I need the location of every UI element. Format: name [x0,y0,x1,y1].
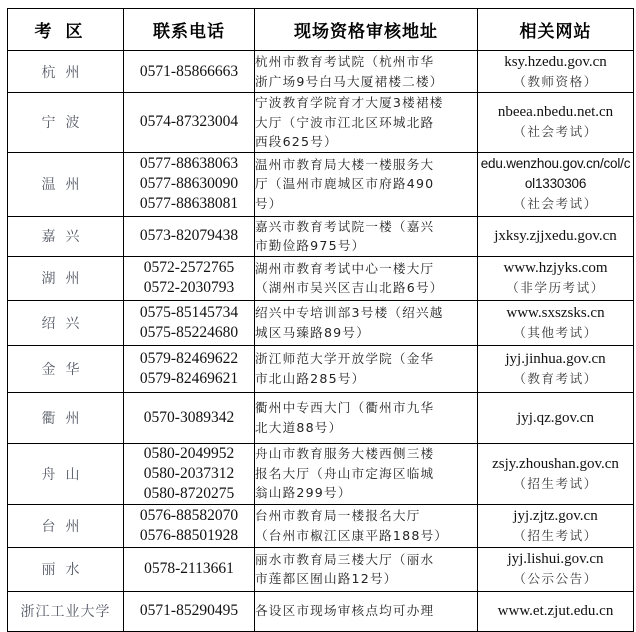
address-line: 城区马臻路89号） [255,324,370,340]
address-line: 市莲都区囿山路12号） [255,571,398,586]
address-cell [255,256,478,300]
website-cell [478,51,634,93]
phone-number: 0570-3089342 [143,408,235,426]
phone-cell [124,591,255,631]
address-line: 嘉兴市教育考试院一楼（嘉兴 [255,218,435,234]
table-row [8,300,634,345]
phone-number: 0580-2049952 [143,444,235,462]
address-line: 温州市教育局大楼一楼服务大 [255,156,435,172]
address-cell [255,216,478,256]
phone-number: 0573-82079438 [139,227,239,244]
exam-registration-table [7,8,634,632]
region-cell: 温州 [8,152,124,216]
website-cell [478,345,634,392]
table-row [8,256,634,300]
phone-cell [124,392,255,443]
website-category-note: （教师资格） [513,73,598,89]
website-link[interactable]: www.sxszsks.cn [506,304,605,321]
table-row [8,504,634,547]
address-line: 台州市教育局一楼报名大厅 [255,508,421,523]
address-line: 浙江师范大学开放学院（金华 [255,351,435,366]
address-line: 大厅（宁波市江北区环城北路 [255,114,435,130]
address-cell [255,51,478,93]
website-link[interactable]: edu.wenzhou.gov.cn/col/c [480,156,631,171]
table-row [8,152,634,216]
address-cell [255,591,478,631]
address-line: 丽水市教育局三楼大厅（丽水 [255,551,435,567]
header-row [8,9,634,51]
region-cell: 浙江工业大学 [8,591,124,631]
website-link[interactable]: jyj.zjtz.gov.cn [513,507,598,524]
website-link[interactable]: jxksy.zjjxedu.gov.cn [494,228,617,244]
website-link[interactable]: www.et.zjut.edu.cn [497,603,614,619]
header-website: 相关网站 [478,9,634,51]
phone-cell [124,256,255,300]
address-line: （台州市椒江区康平路188号） [255,527,449,543]
address-line: 市北山路285号） [255,370,366,386]
phone-number: 0580-2037312 [143,464,235,482]
table-body [8,51,634,632]
phone-cell [124,152,255,216]
table-row [8,547,634,591]
website-cell [478,300,634,345]
table-row [8,51,634,93]
website-category-note: （公示公告） [513,571,598,586]
phone-cell [124,216,255,256]
website-cell [478,152,634,216]
region-cell: 舟山 [8,443,124,504]
table-row [8,443,634,504]
website-cell [478,216,634,256]
website-link[interactable]: jyj.qz.gov.cn [517,409,594,426]
region-cell: 金华 [8,345,124,392]
header-region: 考区 [8,9,124,51]
website-category-note: （非学历考试） [506,280,605,295]
phone-number: 0571-85866663 [139,62,239,80]
region-cell: 湖州 [8,256,124,300]
address-line: （湖州市吴兴区吉山北路6号） [255,280,444,295]
website-cell [478,256,634,300]
address-line: 西段625号） [255,134,338,149]
address-line: 翁山路299号） [255,485,352,501]
website-category-note: （社会考试） [513,124,598,140]
address-line: 浙广场9号白马大厦裙楼二楼） [255,73,444,89]
website-cell [478,591,634,631]
address-line: 各设区市现场审核点均可办理 [255,603,435,619]
phone-number: 0577-88638063 [139,155,239,172]
header-address: 现场资格审核地址 [255,9,478,51]
phone-number: 0576-88582070 [139,506,239,524]
address-line: 报名大厅（舟山市定海区临城 [255,465,435,481]
website-cell [478,93,634,153]
region-cell: 丽水 [8,547,124,591]
website-cell [478,392,634,443]
phone-number: 0572-2030793 [143,279,235,296]
address-cell [255,300,478,345]
address-line: 衢州中专西大门（衢州市九华 [255,400,435,415]
website-link[interactable]: www.hzjyks.com [503,260,608,276]
address-line: 厅（温州市鹿城区市府路490 [255,176,435,192]
address-line: 北大道88号） [255,419,343,435]
website-category-note: （招生考试） [513,475,598,491]
phone-number: 0576-88501928 [139,526,239,544]
phone-number: 0580-8720275 [143,484,235,502]
address-line: 号） [255,195,283,211]
website-category-note: （社会考试） [513,196,598,211]
phone-number: 0574-87323004 [139,113,239,131]
table-row [8,591,634,631]
region-cell: 台州 [8,504,124,547]
website-category-note: （其他考试） [513,324,598,340]
phone-cell [124,300,255,345]
address-line: 杭州市教育考试院（杭州市华 [255,54,435,69]
address-cell [255,392,478,443]
website-link[interactable]: jyj.jinhua.gov.cn [505,350,606,367]
website-link[interactable]: ksy.hzedu.gov.cn [504,53,607,70]
website-cell [478,547,634,591]
phone-cell [124,51,255,93]
website-category-note: （教育考试） [513,370,598,386]
phone-number: 0575-85145734 [139,303,239,321]
phone-cell [124,504,255,547]
phone-number: 0578-2113661 [144,560,234,577]
region-cell: 绍兴 [8,300,124,345]
phone-number: 0575-85224680 [139,323,239,341]
phone-number: 0579-82469621 [139,369,239,387]
address-cell [255,504,478,547]
table-row [8,345,634,392]
region-cell: 杭州 [8,51,124,93]
website-category-note: （招生考试） [513,527,598,543]
address-line: 湖州市教育考试中心一楼大厅 [255,260,435,276]
table-row [8,216,634,256]
address-cell [255,547,478,591]
table-row [8,392,634,443]
address-line: 宁波教育学院育才大厦3楼裙楼 [255,95,444,110]
address-cell [255,345,478,392]
phone-cell [124,93,255,153]
phone-number: 0577-88638081 [139,195,239,212]
phone-cell [124,547,255,591]
table-row [8,93,634,153]
region-cell: 宁波 [8,93,124,153]
website-link[interactable]: jyj.lishui.gov.cn [507,551,604,567]
website-link[interactable]: nbeea.nbedu.net.cn [497,104,614,121]
phone-cell [124,443,255,504]
header-phone: 联系电话 [124,9,255,51]
address-cell [255,443,478,504]
phone-number: 0572-2572765 [143,259,235,276]
address-cell [255,152,478,216]
address-line: 舟山市教育服务大楼西侧三楼 [255,446,435,462]
address-cell [255,93,478,153]
phone-cell [124,345,255,392]
website-cell [478,504,634,547]
website-cell [478,443,634,504]
region-cell: 嘉兴 [8,216,124,256]
address-line: 市勤俭路975号） [255,238,366,253]
phone-number: 0579-82469622 [139,349,239,367]
website-link[interactable]: ol1330306 [524,176,587,191]
website-link[interactable]: zsjy.zhoushan.gov.cn [492,455,619,472]
phone-number: 0571-85290495 [139,602,239,619]
region-cell: 衢州 [8,392,124,443]
address-line: 绍兴中专培训部3号楼（绍兴越 [255,305,444,320]
phone-number: 0577-88630090 [139,175,239,192]
